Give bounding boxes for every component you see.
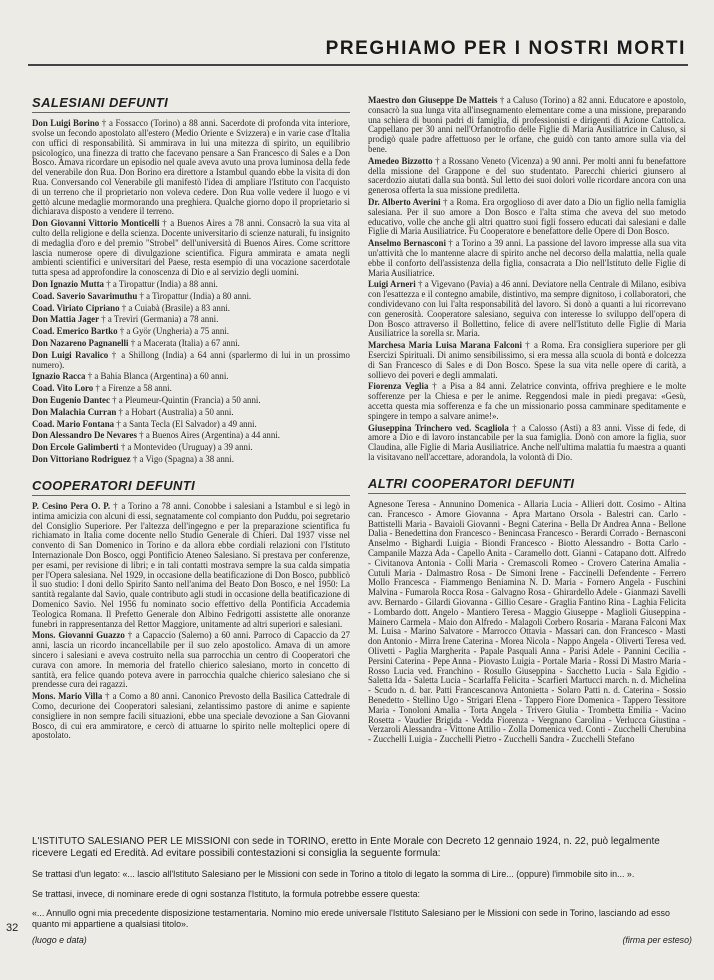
salesiano-entry-detail: † a Györ (Ungheria) a 75 anni. [117,326,229,337]
salesiano-entry-detail: † a Shillong (India) a 64 anni (sparlermo di lui in un prossimo numero). [32,349,350,370]
salesiano-entry-detail: † a Vigo (Spagna) a 38 anni. [130,454,234,464]
cooperatore-entry-body: Visse di fede, di amore a Dio e di lavoro instancabile per la sua famiglia. Donò con amore la figlia, suor Claudina, alle Figlie di Maria Ausiliatrice. Anche nell'ultima malattia fu maestra a quanti la visitavano nell'accettare, adorandola, la volontà di Dio. [368,422,686,462]
cooperatore-entry [368,157,686,196]
salesiano-entry-detail: † a Fossacco (Torino) a 88 anni. [99,118,218,129]
cooperatore-entry-name: Anselmo Bernasconi [368,238,446,249]
cooperatore-entry-body: Per molti anni fu benefattore della missione del Grappone e del suo studentato. Parecchi chierici giunsero al sacerdozio aiutati dalla sua bontà. Sul letto dei suoi dolori volle ricordare ancora con una generosa offerta la sua missione prediletta. [368,155,686,196]
cooperatore-entry-body: Deviatore nella Centrale di Milano, esibiva con l'esattezza e il contegno amabile, distintivo, ma sempre dignitoso, i collaboratori, che condividevano con lui l'alta responsabilità del lavoro. Si donò a quanti a lui ricorrevano con generosità. Cooperatore salesiano, seguiva con interesse lo sviluppo dell'opera di Don Bosco attraverso il Bollettino, felice di avere nell'Istituto delle Figlie di Maria Ausiliatrice la sorella sr. Maria. [368,279,686,339]
salesiano-entry-detail: † a Santa Tecla (El Salvador) a 49 anni. [114,418,257,429]
salesiano-entry-name: Don Ignazio Mutta [32,279,104,290]
cooperatore-entry [368,341,686,380]
cooperatore-entry-detail: † a Roma. [521,340,565,351]
salesiano-entry-name: Don Luigi Borino [32,118,100,129]
cooperatore-entry-body: Canonico Prevosto della Basilica Cattedrale di Como, decurione dei Cooperatori salesiani, zelantissimo pastore di anime e sapiente consigliere in non sempre facili situazioni, ebbe una speciale devozione a San Giovanni Bosco, di cui era ammiratore, e cercò di attuarne lo spirito nelle molteplici opere di apostolato. [32,691,351,741]
salesiano-entry [32,443,350,453]
salesiano-entry-name: Coad. Mario Fontana [32,418,115,429]
cooperatore-entry [368,280,686,339]
salesiano-entry-body: Consacrò la sua vita al culto della religione e della scienza. Docente universitario di scienze naturali, fu insignito di medaglia d'oro e del premio "Strobel" dell'università di Buenos Aires. Come scrittore lascia numerose opere di divulgazione scientifica. Figura ammirata e amata negli ambienti scientifici e universitari del Paese, resta esempio di una vocazione sacerdotale tutta spesa ad approfondire la conoscenza di Dio e al servizio degli uomini. [32,218,351,278]
cooperatore-entry-name: Maestro don Giuseppe De Matteis [368,95,498,105]
salesiano-entry-detail: † a Macerata (Italia) a 67 anni. [128,338,240,349]
footer-legato: Se trattasi d'un legato: «... lascio all'Istituto Salesiano per le Missioni con sede in Torino a titolo di legato la somma di Lire... (oppure) l'immobile sito in... ». [32,869,635,879]
cooperatore-entry-body: La passione del lavoro impresse alla sua vita un'attività che lo mantenne alacre di spirito anche nel decorso della malattia, nella quale ebbe il conforto dell'assistenza della figlia, consacrata a Dio nell'Istituto delle Figlie di Maria Ausiliatrice. [368,238,687,278]
cooperatore-entry-name: Marchesa Maria Luisa Marana Falconi [368,340,522,351]
salesiano-entry-name: Coad. Viriato Cipriano [32,302,120,313]
salesiano-entry-detail: † a Buenos Aires (Argentina) a 44 anni. [136,430,280,441]
section-heading-altri: ALTRI COOPERATORI DEFUNTI [368,477,686,494]
salesiano-entry [32,339,350,349]
footer-intro: L'ISTITUTO SALESIANO PER LE MISSIONI con sede in TORINO, eretto in Ente Morale con Decreto 12 gennaio 1924, n. 22, può legalmente ricevere Legati ed Eredità. Ad evitare possibili contestazioni si consiglia la seguente formula: [32,836,660,859]
cooperatore-entry-detail: † a Pisa a 84 anni. [428,381,507,392]
salesiano-entry-name: Don Alessandro De Nevares [32,430,137,441]
cooperatore-entry-name: Mons. Mario Villa [32,691,103,702]
salesiano-entry-name: Don Vittoriano Rodriguez [32,454,131,464]
salesiano-entry-name: Don Luigi Ravalico [32,349,109,360]
cooperatore-entry-name: Giuseppina Trinchero ved. Scagliola [368,422,509,433]
salesiano-entry-detail: † a Cuiabà (Brasile) a 83 anni. [119,302,230,313]
salesiano-entry-detail: † a Tiropattur (India) a 80 anni. [137,290,252,301]
salesiano-entry [32,420,350,430]
salesiano-entry-detail: † a Trevìri (Germania) a 78 anni. [99,314,219,325]
salesiano-entry-detail: † a Pleumeur-Quintin (Francia) a 50 anni. [109,395,261,406]
cooperatore-entry-detail: † a Vigevano (Pavia) a 46 anni. [415,279,530,290]
salesiano-entry [32,280,350,290]
salesiano-entry-detail: † a Tiropattur (India) a 88 anni. [104,279,218,290]
altri-cooperatori-names: Agnesone Teresa - Annunino Domenica - Allaria Lucia - Allieri dott. Cosimo - Altina can. Francesco - Amore Giovanna - Apra Martano Orsola - Balestri can. Carlo - Battistelli Maria - Bavaioli Giovanni - Begni Caterina - Bella Dr Andrea Anna - Bellone Dalia - Benedettina don Francesco - Benincasa Francesco - Berardi Corrado - Bernasconi Anselmo - Bighardi Luigia - Biondi Francesco - Biotto Alessandro - Botta Carlo - Campanile Mazza Ada - Capello Anita - Caramello dott. Gianni - Catapano dott. Alfredo - Civitanova Antonia - Colli Maria - Cremascoli Romeo - Crovero Caterina Amalia - Cutuli Maria - Dalmastro Rosa - De Simoni Irene - Faccinelli Defendente - Ferrero Mollo Francesca - Fiammengo Beniamina N. D. Maria - Fornero Angela - Fuschini Malvina - Fumarola Rocca Rosa - Galvagno Rosa - Ghirardello Adele - Gianmazi Savelli avv. Bernardo - Gilardi Giovanna - Gillio Cesare - Graglia Fantino Rina - Laghia Felicita - Lombardo dott. Angelo - Mantiero Teresa - Maggio Giuseppe - Maglioli Giuseppina - Mainero Carmela - Maio don Alfredo - Malagoli Corbero Rosaria - Marana Falconi Max M. Luisa - Marino Salvatore - Marrocco Ottavia - Massari can. don Francesco - Masti don Antonio - Mirra Irene Caterina - Morea Nicola - Nappo Angela - Oliverti Teresa ved. Olivetti - Paglia Margherita - Papale Pasquali Anna - Parisi Adele - Pannini Cecilia - Persini Caterina - Pepe Anna - Piovasto Luigia - Portale Maria - Rossi Di Mastro Maria - Rosso Lucia ved. Franchino - Rosullo Giuseppina - Sacchetto Lucia - Sala Egidio - Saletta Ida - Saletta Lucia - Scarlaffa Felicita - Scarfieri Martucci march. n. d. Michelina - Scudo n. d. bar. Patti Francescanova Antonietta - Solaro Patti n. d. Caterina - Sossio Benedetto - Stellino Ugo - Strigari Elena - Tappero Fiore Domenica - Tappero Tessitore Maria - Tonoloni Amalia - Torta Angela - Trivero Giulia - Trombetta Emilia - Vacino Rosetta - Vaudier Brigida - Vedda Fiorenza - Vergnano Carolina - Verlucca Giustina - Verzaroli Alessandra - Vittone Attilio - Zolla Domenica ved. Conti - Zucchelli Cherubina - Zucchelli Luigia - Zucchelli Pietro - Zucchelli Sandra - Zucchelli Stefano [368,498,686,745]
cooperatore-entry-name: Amedeo Bizzotto [368,155,433,166]
cooperatore-entry-detail: † a Roma. [440,196,480,207]
salesiano-entry [32,384,350,394]
cooperatori-list [32,502,350,741]
cooperatore-entry [32,631,350,690]
page-title: PREGHIAMO PER I NOSTRI MORTI [325,38,686,59]
salesiano-entry-detail: † a Montevideo (Uruguay) a 39 anni. [118,442,253,453]
cooperatore-entry-name: Mons. Giovanni Guazzo [32,630,125,641]
salesiani-list [32,119,350,465]
salesiano-entry-detail: † a Bahia Blanca (Argentina) a 60 anni. [85,371,229,382]
cooperatore-entry-detail: † a Caluso (Torino) a 82 anni. [497,95,607,105]
cooperatore-entry-detail: † a Torino a 78 anni. [110,501,191,512]
section-heading-salesiani: SALESIANI DEFUNTI [32,96,350,113]
salesiano-entry [32,431,350,441]
salesiano-entry-detail: † a Firenze a 58 anni. [93,383,172,394]
salesiano-entry-name: Don Malachia Curran [32,406,117,417]
salesiano-entry [32,351,350,371]
cooperatore-entry-body: Era consigliera superiore per gli Esercizi Spirituali. Di animo sensibilissimo, si era messa alla scuola di bontà e dolcezza di San Francesco di Sales e di Don Bosco. Spese la sua vita nelle opere di carità, a sollievo dei poveri e degli ammalati. [368,340,687,380]
title-rule [28,64,688,66]
salesiano-entry-body: Sacerdote di profonda vita interiore, svolse un fecondo apostolato all'estero (Medio Oriente e Svizzera) e in varie case d'Italia con uffici di responsabilità. Si ammirava in lui una mitezza di spirito, un equilibrio psicologico, una finezza di tratto che facevano pensare a San Francesco di Sales e a Don Bosco. Amava ricordare un episodio nel quale aveva avuto una prova luminosa della fede del venerabile don Rua. Don Borino era direttore a Istambul quando ebbe la visita di don Rua. Conversando col Venerabile gli manifestò l'idea di ampliare l'Istituto con l'acquisto di un terreno che il proprietario non voleva cedere. Don Rua volle vedere il luogo e vi gettò alcune medaglie mormorando una preghiera. Qualche giorno dopo il proprietario si dichiarava disposto a vendere il terreno. [32,118,351,217]
footer-formula: «... Annullo ogni mia precedente disposizione testamentaria. Nomino mio erede universale l'Istituto Salesiano per le Missioni con sede in Torino, lasciando ad esso quanto mi appartiene a qualsiasi titolo». [32,908,670,930]
salesiano-entry-name: Coad. Vito Loro [32,383,94,394]
cooperatore-entry-detail: † a Calosso (Asti) a 83 anni. [508,422,622,433]
cooperatore-entry [32,502,350,629]
cooperatore-entry-detail: † a Capaccio (Salerno) a 60 anni. [124,630,251,641]
cooperatore-entry-name: Dr. Alberto Averini [368,196,441,207]
cooperatore-entry-detail: † a Como a 80 anni. [102,691,180,702]
salesiano-entry [32,315,350,325]
cooperatore-entry-detail: † a Rossano Veneto (Vicenza) a 90 anni. [432,155,581,166]
cooperatore-entry [368,198,686,237]
cooperatore-entry-body: Era orgoglioso di aver dato a Dio un figlio nella famiglia salesiana. Per il suo amore a Don Bosco e l'alta stima che aveva del suo metodo educativo, volle che anche gli altri quattro suoi figli fossero educati dai salesiani e dalle Figlie di Maria Ausiliatrice. Fu Cooperatore e benefattore delle Opere di Don Bosco. [368,196,686,237]
cooperatore-entry [368,239,686,278]
footer-signature: (firma per esteso) [622,934,692,945]
salesiano-entry [32,219,350,278]
salesiano-entry [32,304,350,314]
salesiano-entry [32,292,350,302]
cooperatore-entry [368,424,686,463]
cooperatore-entry-body: Zelatrice convinta, offriva preghiere e le molte sofferenze per la Chiesa e per le anime. Reggendosi male in piedi pregava: «Gesù, accetta questa mia sofferenza e fa che un missionario possa camminare speditamente e spingere in tempo a salvare anime!». [368,381,687,421]
cooperatore-entry [32,692,350,741]
salesiano-entry [32,119,350,217]
footer-erede: Se trattasi, invece, di nominare erede di ogni sostanza l'Istituto, la formula potrebbe essere questa: [32,888,420,899]
salesiano-entry-name: Don Eugenio Dantec [32,395,110,406]
salesiano-entry [32,455,350,465]
cooperatore-entry-name: Luigi Arneri [368,279,416,290]
salesiano-entry [32,327,350,337]
cooperatore-entry-body: Parroco di Capaccio da 27 anni, lascia un ricordo incancellabile per il suo zelo apostolico. Amava di un amore sincero i salesiani e aveva costruito nella sua parrocchia un centro di Cooperatori che curava con amore. In memoria del fratello chierico salesiano, morto in concetto di santità, era felice quando poteva avere in parrocchia qualche chierico salesiano che si prendesse cura dei ragazzi. [32,630,350,690]
salesiano-entry-name: Ignazio Racca [32,371,86,382]
salesiano-entry-detail: † a Buenos Aires a 78 anni. [159,218,265,229]
cooperatore-entry [368,96,686,155]
cooperatore-entry-body: Conobbe i salesiani a Istambul e si legò in intima amicizia con alcuni di essi, segnatamente col compianto don Puddu, poi segretario del Consiglio Superiore. Per l'altezza dell'ingegno e per la preparazione scientifica fu richiamato in Italia come docente nello Studio Generale di Chieri. Dal 1937 visse nel convento di San Domenico in Torino e da allora ebbe cordiali relazioni con l'Istituto Internazionale Don Bosco, oggi Pontificio Ateneo Salesiano. Si prestava per conferenze, per esami, per revisione di libri; e in tali contatti mostrava sempre la sua calda simpatia per l'Opera salesiana. Nel 1929, in occasione della beatificazione di Don Bosco, pubblicò il suo studio: I doni dello Spirito Santo nell'anima del Beato Don Bosco, e nel 1950: La santità regalante dal Savio, quale contributo agli studi in occasione della beatificazione di Domenico Savio. Nel 1956 fu nominato socio effettivo della Pontificia Accademia Teologica Romana. Il Prefetto Generale don Albino Fedrigotti assistette alle onoranze funebri in rappresentanza del Rettor Maggiore, unitamente ad altri superiori e salesiani. [32,501,350,629]
salesiano-entry-name: Coad. Emerico Bartko [32,326,118,337]
section-heading-cooperatori: COOPERATORI DEFUNTI [32,479,350,496]
cooperatore-entry-detail: † a Torino a 39 anni. [445,238,524,249]
legal-footer [32,836,692,945]
salesiano-entry-name: Coad. Saverio Savarimuthu [32,290,138,301]
cooperatore-entry-name: P. Cesino Pera O. P. [32,501,111,512]
footer-signature-row [32,935,692,946]
cooperatore-entry-body: Educatore e apostolo, consacrò la sua lunga vita all'insegnamento elementare come a una missione, preparando una schiera di buoni padri di famiglia, di professionisti e dirigenti di Azione Cattolica. Cappellano per 30 anni nell'Orfanotrofio delle Figlie di Maria Ausiliatrice in Caluso, si prodigò quale padre affettuoso per le orfane, che guidò con tanto amore sulla via del bene. [368,95,686,154]
page-number: 32 [6,922,19,934]
salesiano-entry [32,408,350,418]
right-column [368,96,686,745]
footer-place-date: (luogo e data) [32,934,87,945]
salesiano-entry-name: Don Nazareno Pagnanelli [32,338,129,349]
salesiano-entry-detail: † a Hobart (Australia) a 50 anni. [116,406,234,417]
salesiano-entry [32,396,350,406]
cooperatore-entry [368,382,686,421]
salesiano-entry-name: Don Giovanni Vittorio Monticelli [32,218,160,229]
salesiano-entry-name: Don Mattia Jager [32,314,100,325]
salesiano-entry-name: Don Ercole Galimberti [32,442,119,453]
cooperatore-entry-name: Fiorenza Veglia [368,381,429,392]
salesiano-entry [32,372,350,382]
right-entries-list [368,96,686,463]
left-column [32,96,350,743]
